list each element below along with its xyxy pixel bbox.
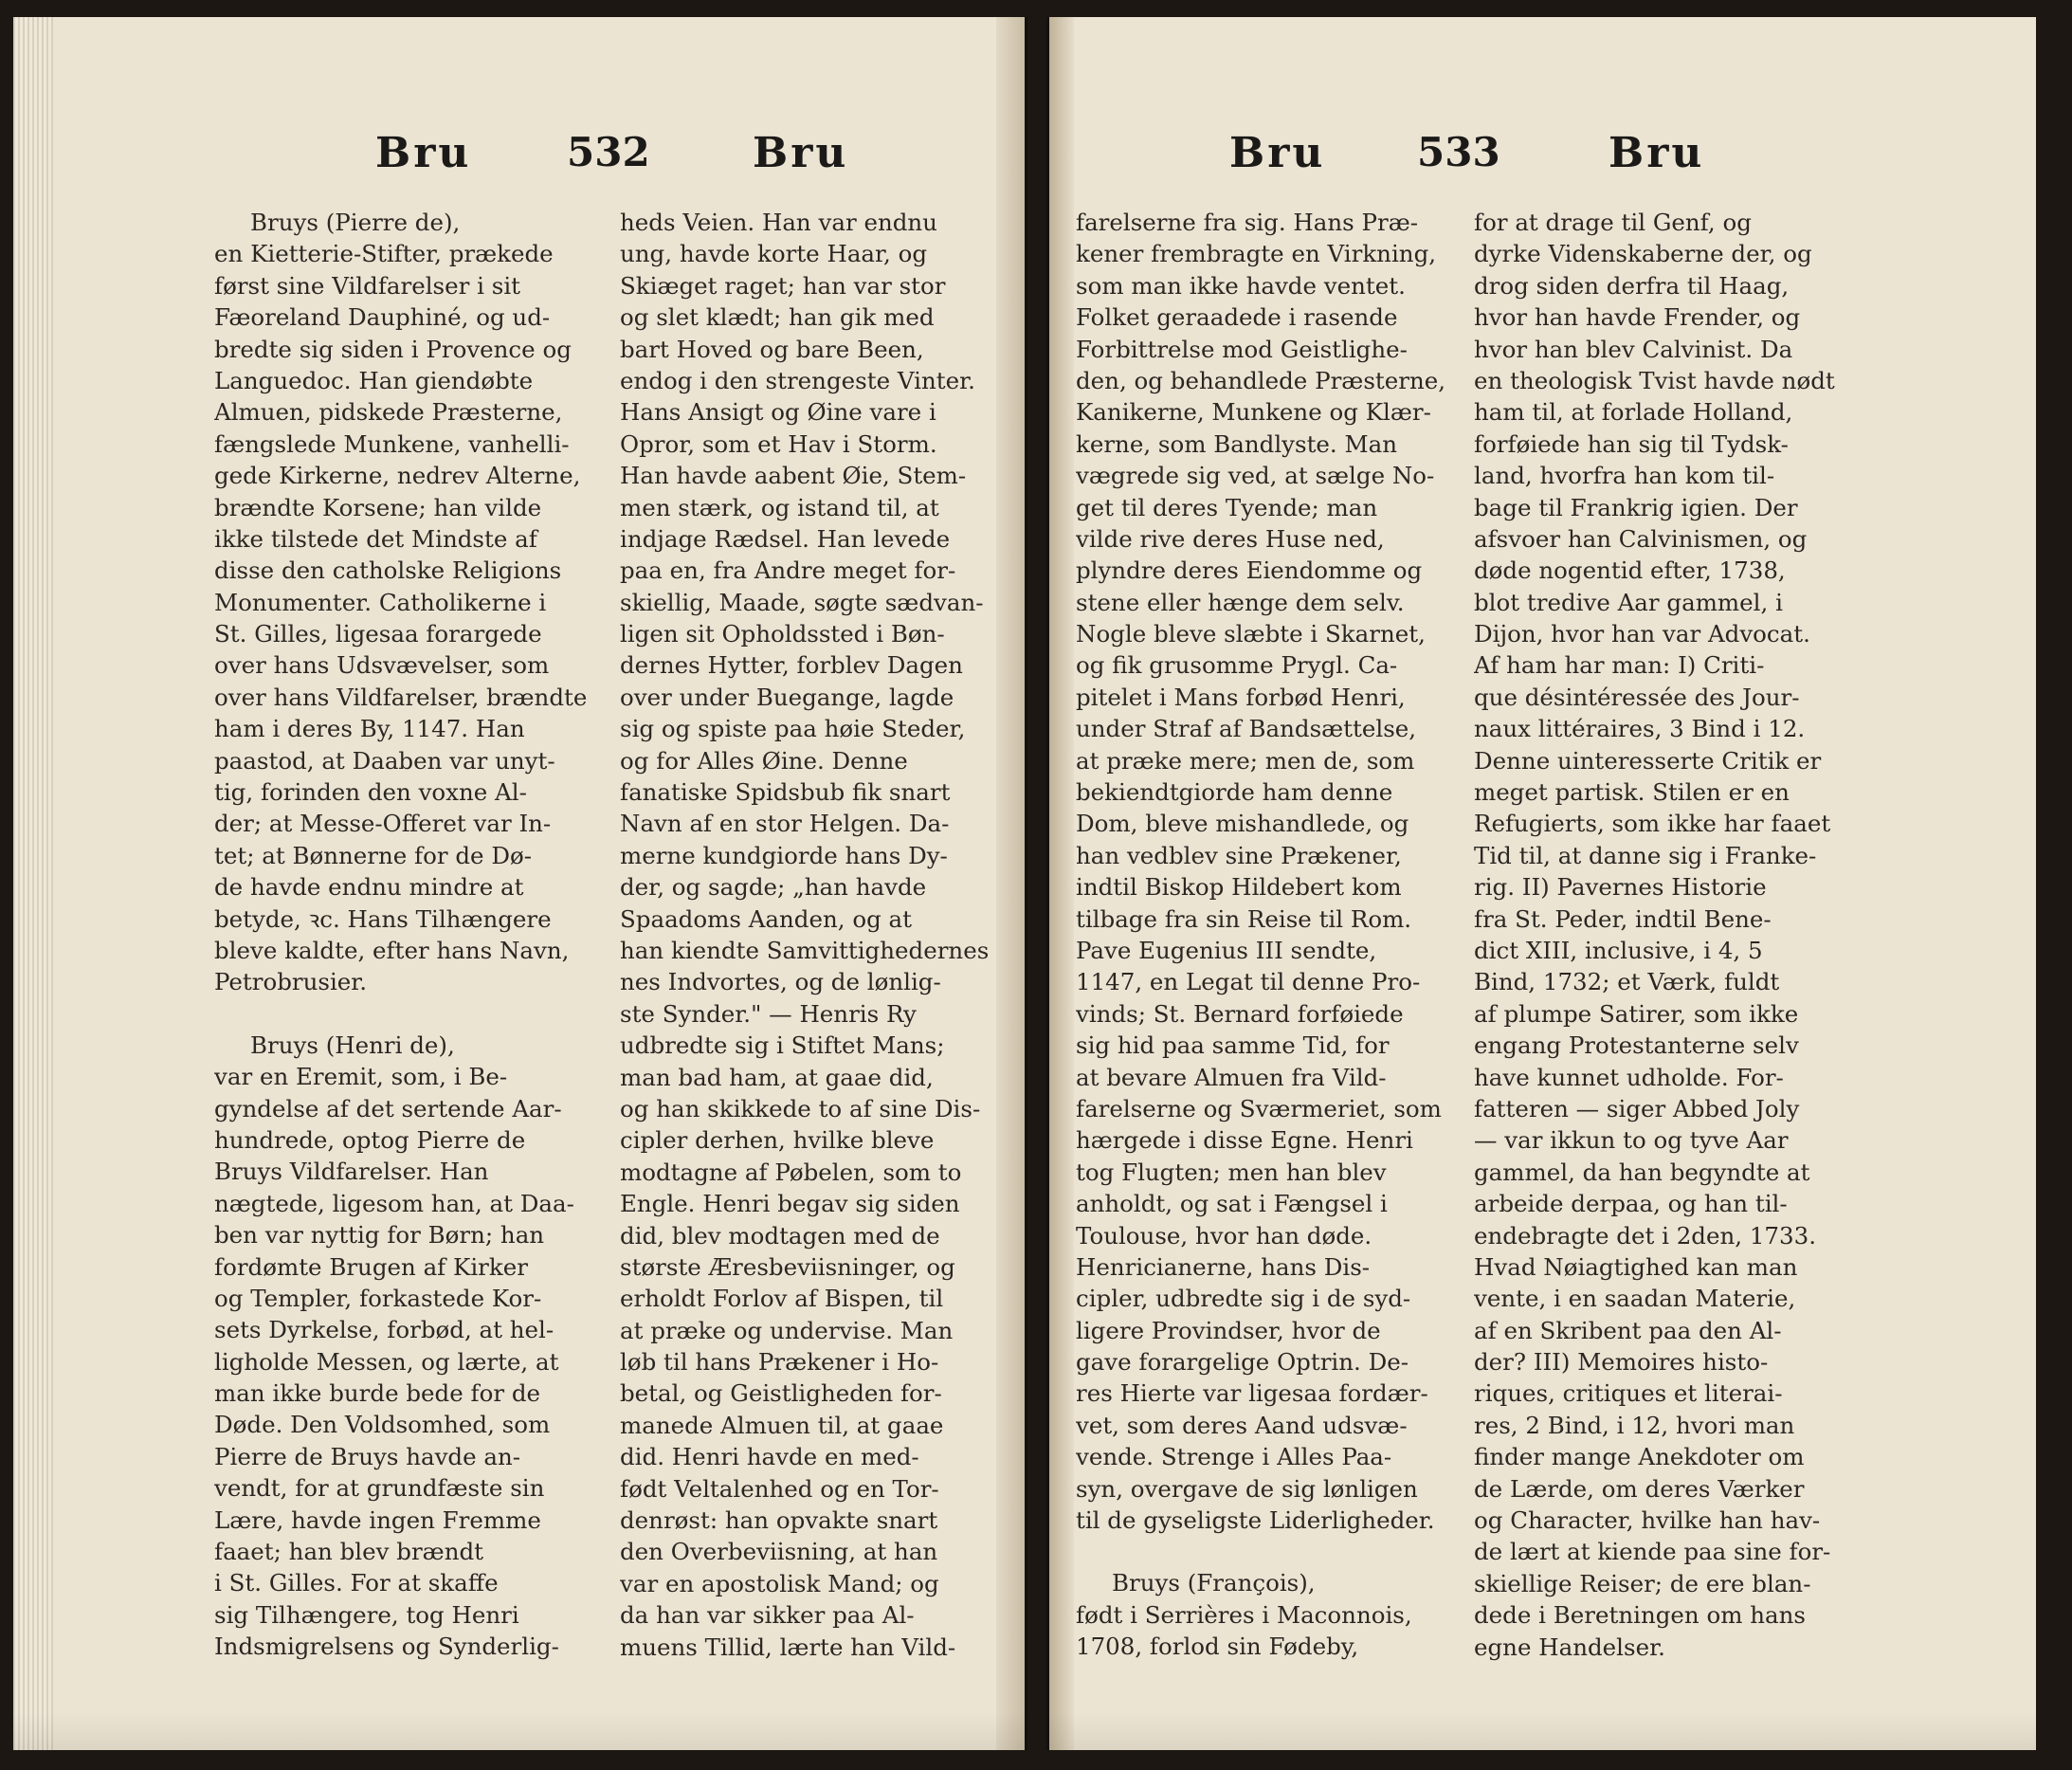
right-page bbox=[1046, 17, 2036, 1750]
text-line: Dijon, hvor han var Advocat. bbox=[1474, 620, 1810, 648]
text-line: over hans Udsvævelser, som bbox=[214, 651, 550, 680]
text-line: under Straf af Bandsættelse, bbox=[1076, 715, 1417, 743]
text-line: skiellig, Maade, søgte sædvan- bbox=[620, 588, 984, 616]
text-line: betal, og Geistligheden for- bbox=[620, 1379, 942, 1408]
text-line: endog i den strengeste Vinter. bbox=[620, 366, 975, 394]
text-line: Pave Eugenius III sendte, bbox=[1076, 936, 1377, 964]
text-line: — var ikkun to og tyve Aar bbox=[1474, 1126, 1789, 1155]
text-line: afsvoer han Calvinismen, og bbox=[1474, 524, 1808, 553]
text-line: St. Gilles, ligesaa forargede bbox=[214, 620, 542, 648]
text-line: did. Henri havde en med- bbox=[620, 1443, 919, 1471]
text-line: den Overbeviisning, at han bbox=[620, 1538, 938, 1566]
text-line: Engle. Henri begav sig siden bbox=[620, 1190, 960, 1218]
text-line: af en Skribent paa den Al- bbox=[1474, 1316, 1782, 1344]
text-line: største Æresbeviisninger, og bbox=[620, 1252, 955, 1281]
text-line: fordømte Brugen af Kirker bbox=[214, 1252, 528, 1281]
text-line: Tid til, at danne sig i Franke- bbox=[1474, 841, 1817, 869]
text-line: ham til, at forlade Holland, bbox=[1474, 398, 1793, 427]
text-line: rig. II) Pavernes Historie bbox=[1474, 873, 1767, 902]
gutter-shadow bbox=[996, 17, 1025, 1750]
text-line: betyde, ꝛc. Hans Tilhængere bbox=[214, 904, 552, 933]
text-line: heds Veien. Han var endnu bbox=[620, 209, 937, 236]
text-line: dernes Hytter, forblev Dagen bbox=[620, 651, 963, 680]
text-column-right bbox=[620, 207, 999, 1663]
text-line: man ikke burde bede for de bbox=[214, 1379, 541, 1408]
text-line: han kiendte Samvittighedernes bbox=[620, 936, 990, 964]
text-line: Folket geraadede i rasende bbox=[1076, 303, 1398, 332]
text-line: tilbage fra sin Reise til Rom. bbox=[1076, 904, 1412, 933]
text-line: gave forargelige Optrin. De- bbox=[1076, 1348, 1409, 1377]
text-line: Almuen, pidskede Præsterne, bbox=[214, 398, 563, 427]
text-line: ung, havde korte Haar, og bbox=[620, 240, 928, 268]
text-line: nes Indvortes, og de lønlig- bbox=[620, 968, 941, 996]
text-line: Bind, 1732; et Værk, fuldt bbox=[1474, 968, 1780, 996]
text-line: der? III) Memoires histo- bbox=[1474, 1348, 1769, 1377]
text-line: get til deres Tyende; man bbox=[1076, 493, 1378, 521]
text-line: egne Handelser. bbox=[1474, 1633, 1665, 1661]
text-line: ikke tilstede det Mindste af bbox=[214, 524, 537, 553]
text-line: vet, som deres Aand udsvæ- bbox=[1076, 1411, 1408, 1439]
page-bottom-shade bbox=[13, 1712, 1025, 1750]
text-line: Refugierts, som ikke har faaet bbox=[1474, 810, 1831, 838]
text-line: bredte sig siden i Provence og bbox=[214, 335, 572, 363]
text-line: de Lærde, om deres Værker bbox=[1474, 1474, 1805, 1503]
text-line: have kunnet udholde. For- bbox=[1474, 1063, 1784, 1091]
text-line: over under Buegange, lagde bbox=[620, 683, 954, 711]
text-line: Dom, bleve mishandlede, og bbox=[1076, 810, 1409, 838]
text-line: sig og spiste paa høie Steder, bbox=[620, 715, 966, 743]
text-line: var en apostolisk Mand; og bbox=[620, 1569, 939, 1597]
text-line: que désintéressée des Jour- bbox=[1474, 683, 1800, 711]
text-line: finder mange Anekdoter om bbox=[1474, 1443, 1805, 1471]
text-line: og han skikkede to af sine Dis- bbox=[620, 1094, 981, 1122]
text-line: Forbittrelse mod Geistlighe- bbox=[1076, 335, 1408, 363]
text-line: til de gyseligste Liderligheder. bbox=[1076, 1506, 1435, 1535]
text-line: den, og behandlede Præsterne, bbox=[1076, 366, 1446, 394]
text-line: nægtede, ligesom han, at Daa- bbox=[214, 1189, 574, 1217]
text-line: farelserne og Sværmeriet, som bbox=[1076, 1094, 1442, 1122]
text-line: der; at Messe-Offeret var In- bbox=[214, 810, 552, 838]
text-line: tig, forinden den voxne Al- bbox=[214, 778, 527, 807]
text-line: naux littéraires, 3 Bind i 12. bbox=[1474, 715, 1806, 743]
text-line: fængslede Munkene, vanhelli- bbox=[214, 429, 570, 458]
text-line: Languedoc. Han giendøbte bbox=[214, 366, 534, 394]
text-line: at præke mere; men de, som bbox=[1076, 746, 1415, 775]
text-line: gede Kirkerne, nedrev Alterne, bbox=[214, 462, 581, 490]
text-line: de lært at kiende paa sine for- bbox=[1474, 1538, 1831, 1566]
text-line: sig Tilhængere, tog Henri bbox=[214, 1600, 519, 1629]
text-line: farelserne fra sig. Hans Præ- bbox=[1076, 209, 1419, 236]
text-line: han vedblev sine Prækener, bbox=[1076, 841, 1402, 869]
text-line: hærgede i disse Egne. Henri bbox=[1076, 1126, 1413, 1155]
text-line: Navn af en stor Helgen. Da- bbox=[620, 810, 950, 838]
text-line: indtil Biskop Hildebert kom bbox=[1076, 873, 1402, 902]
text-line: kerne, som Bandlyste. Man bbox=[1076, 429, 1397, 458]
text-line: Bruys (Henri de), bbox=[250, 1031, 455, 1059]
text-line: res Hierte var ligesaa fordær- bbox=[1076, 1379, 1428, 1408]
text-line: merne kundgiorde hans Dy- bbox=[620, 841, 948, 869]
text-line: pitelet i Mans forbød Henri, bbox=[1076, 683, 1406, 711]
text-line: over hans Vildfarelser, brændte bbox=[214, 683, 588, 711]
text-line: ligere Provindser, hvor de bbox=[1076, 1316, 1381, 1344]
text-line: fra St. Peder, indtil Bene- bbox=[1474, 904, 1772, 933]
text-line: plyndre deres Eiendomme og bbox=[1076, 557, 1423, 585]
text-line: udbredte sig i Stiftet Mans; bbox=[620, 1031, 945, 1060]
text-line: syn, overgave de sig lønligen bbox=[1076, 1474, 1418, 1503]
text-line: dyrke Videnskaberne der, og bbox=[1474, 240, 1812, 268]
text-line: en Kietterie-Stifter, prækede bbox=[214, 240, 554, 268]
text-line: stene eller hænge dem selv. bbox=[1076, 588, 1405, 616]
text-line: hvor han havde Frender, og bbox=[1474, 303, 1801, 332]
running-header bbox=[1049, 129, 2036, 186]
text-line: muens Tillid, lærte han Vild- bbox=[620, 1633, 956, 1661]
text-line: dict XIII, inclusive, i 4, 5 bbox=[1474, 936, 1763, 964]
text-line: hvor han blev Calvinist. Da bbox=[1474, 335, 1793, 363]
text-line: meget partisk. Stilen er en bbox=[1474, 778, 1790, 807]
text-line: ligen sit Opholdssted i Bøn- bbox=[620, 620, 945, 648]
header-headword-right: Bru bbox=[1609, 129, 1705, 177]
text-line: Fæoreland Dauphiné, og ud- bbox=[214, 303, 551, 332]
text-line: at præke og undervise. Man bbox=[620, 1316, 954, 1344]
text-line: arbeide derpaa, og han til- bbox=[1474, 1190, 1788, 1218]
text-line: bekiendtgiorde ham denne bbox=[1076, 778, 1393, 807]
text-line: brændte Korsene; han vilde bbox=[214, 493, 542, 521]
text-line: engang Protestanterne selv bbox=[1474, 1031, 1799, 1060]
text-line: fatteren — siger Abbed Joly bbox=[1474, 1094, 1800, 1122]
paragraph-gap bbox=[214, 998, 605, 1030]
text-line: vende. Strenge i Alles Paa- bbox=[1076, 1443, 1392, 1471]
text-line: vente, i en saadan Materie, bbox=[1474, 1285, 1796, 1313]
text-line: ham i deres By, 1147. Han bbox=[214, 715, 525, 743]
text-line: ben var nyttig for Børn; han bbox=[214, 1221, 545, 1250]
text-line: og for Alles Øine. Denne bbox=[620, 746, 908, 775]
text-line: Nogle bleve slæbte i Skarnet, bbox=[1076, 620, 1426, 648]
text-line: født i Serrières i Maconnois, bbox=[1076, 1600, 1412, 1629]
text-line: Han havde aabent Øie, Stem- bbox=[620, 462, 967, 490]
text-line: ste Synder." — Henris Ry bbox=[620, 999, 917, 1028]
text-line: Skiæget raget; han var stor bbox=[620, 271, 946, 300]
text-line: som man ikke havde ventet. bbox=[1076, 271, 1406, 300]
text-column-left bbox=[1076, 207, 1463, 1663]
text-line: Pierre de Bruys havde an- bbox=[214, 1442, 521, 1470]
text-line: res, 2 Bind, i 12, hvori man bbox=[1474, 1411, 1795, 1439]
text-line: først sine Vildfarelser i sit bbox=[214, 271, 520, 300]
text-line: Toulouse, hvor han døde. bbox=[1076, 1221, 1372, 1250]
text-line: 1708, forlod sin Fødeby, bbox=[1076, 1633, 1359, 1661]
text-line: gyndelse af det sertende Aar- bbox=[214, 1094, 562, 1122]
text-line: Spaadoms Aanden, og at bbox=[620, 904, 912, 933]
text-line: Kanikerne, Munkene og Klær- bbox=[1076, 398, 1431, 427]
header-headword-left: Bru bbox=[375, 129, 472, 177]
text-line: endebragte det i 2den, 1733. bbox=[1474, 1221, 1816, 1250]
text-line: Indsmigrelsens og Synderlig- bbox=[214, 1633, 559, 1661]
text-line: sig hid paa samme Tid, for bbox=[1076, 1031, 1390, 1060]
text-line: hundrede, optog Pierre de bbox=[214, 1125, 526, 1154]
text-line: 1147, en Legat til denne Pro- bbox=[1076, 968, 1421, 996]
text-line: sets Dyrkelse, forbød, at hel- bbox=[214, 1316, 554, 1344]
text-line: forføiede han sig til Tydsk- bbox=[1474, 429, 1789, 458]
text-line: Døde. Den Voldsomhed, som bbox=[214, 1411, 551, 1439]
text-line: bleve kaldte, efter hans Navn, bbox=[214, 936, 570, 964]
text-line: Bruys (Pierre de), bbox=[250, 209, 461, 236]
text-line: og Templer, forkastede Kor- bbox=[214, 1284, 542, 1312]
text-line: og Character, hvilke han hav- bbox=[1474, 1506, 1821, 1535]
text-line: var en Eremit, som, i Be- bbox=[214, 1063, 508, 1091]
text-line: Bruys (François), bbox=[1112, 1569, 1316, 1597]
text-line: manede Almuen til, at gaae bbox=[620, 1411, 944, 1439]
text-line: vinds; St. Bernard forføiede bbox=[1076, 999, 1404, 1028]
text-line: løb til hans Prækener i Ho- bbox=[620, 1348, 939, 1377]
text-line: for at drage til Genf, og bbox=[1474, 209, 1752, 236]
text-line: blot tredive Aar gammel, i bbox=[1474, 588, 1783, 616]
text-line: drog siden derfra til Haag, bbox=[1474, 271, 1790, 300]
text-line: Petrobrusier. bbox=[214, 968, 368, 996]
text-line: land, hvorfra han kom til- bbox=[1474, 462, 1775, 490]
running-header bbox=[13, 129, 1025, 186]
text-line: og slet klædt; han gik med bbox=[620, 303, 935, 332]
text-line: paastod, at Daaben var unyt- bbox=[214, 746, 555, 775]
text-line: anholdt, og sat i Fængsel i bbox=[1076, 1190, 1388, 1218]
text-line: cipler, udbredte sig i de syd- bbox=[1076, 1285, 1411, 1313]
text-line: og fik grusomme Prygl. Ca- bbox=[1076, 651, 1398, 680]
text-line: modtagne af Pøbelen, som to bbox=[620, 1158, 962, 1186]
left-page bbox=[13, 17, 1027, 1750]
text-line: bart Hoved og bare Been, bbox=[620, 335, 924, 363]
text-line: kener frembragte en Virkning, bbox=[1076, 240, 1437, 268]
text-line: riques, critiques et literai- bbox=[1474, 1379, 1783, 1408]
text-line: denrøst: han opvakte snart bbox=[620, 1506, 938, 1535]
text-line: Opror, som et Hav i Storm. bbox=[620, 429, 937, 458]
text-line: i St. Gilles. For at skaffe bbox=[214, 1569, 499, 1597]
text-line: vendt, for at grundfæste sin bbox=[214, 1474, 545, 1503]
page-number: 532 bbox=[567, 129, 650, 175]
text-line: erholdt Forlov af Bispen, til bbox=[620, 1285, 944, 1313]
text-line: Monumenter. Catholikerne i bbox=[214, 588, 547, 616]
text-line: disse den catholske Religions bbox=[214, 557, 562, 585]
text-line: bage til Frankrig igien. Der bbox=[1474, 493, 1798, 521]
text-line: dede i Beretningen om hans bbox=[1474, 1601, 1806, 1630]
text-line: vægrede sig ved, at sælge No- bbox=[1076, 462, 1435, 490]
text-line: Af ham har man: I) Criti- bbox=[1474, 651, 1765, 680]
text-line: vilde rive deres Huse ned, bbox=[1076, 524, 1385, 553]
text-line: gammel, da han begyndte at bbox=[1474, 1158, 1810, 1186]
text-line: Hans Ansigt og Øine vare i bbox=[620, 398, 936, 427]
text-column-left bbox=[214, 207, 605, 1663]
text-line: Henricianerne, hans Dis- bbox=[1076, 1252, 1371, 1281]
text-line: Bruys Vildfarelser. Han bbox=[214, 1158, 489, 1186]
gutter-shadow bbox=[1049, 17, 1074, 1750]
page-edges bbox=[13, 17, 53, 1750]
text-line: døde nogentid efter, 1738, bbox=[1474, 557, 1786, 585]
text-line: indjage Rædsel. Han levede bbox=[620, 524, 951, 553]
text-line: da han var sikker paa Al- bbox=[620, 1601, 915, 1630]
text-line: men stærk, og istand til, at bbox=[620, 493, 939, 521]
text-line: ligholde Messen, og lærte, at bbox=[214, 1347, 559, 1376]
page-number: 533 bbox=[1417, 129, 1500, 175]
text-line: did, blev modtagen med de bbox=[620, 1221, 940, 1250]
text-line: cipler derhen, hvilke bleve bbox=[620, 1126, 935, 1155]
text-line: af plumpe Satirer, som ikke bbox=[1474, 999, 1799, 1028]
text-line: født Veltalenhed og en Tor- bbox=[620, 1474, 939, 1503]
header-headword-left: Bru bbox=[1229, 129, 1326, 177]
text-line: Hvad Nøiagtighed kan man bbox=[1474, 1252, 1798, 1281]
text-line: paa en, fra Andre meget for- bbox=[620, 557, 956, 585]
text-line: de havde endnu mindre at bbox=[214, 873, 524, 902]
text-line: man bad ham, at gaae did, bbox=[620, 1063, 934, 1091]
text-line: at bevare Almuen fra Vild- bbox=[1076, 1063, 1387, 1091]
text-line: en theologisk Tvist havde nødt bbox=[1474, 366, 1835, 394]
text-line: skiellige Reiser; de ere blan- bbox=[1474, 1569, 1811, 1597]
text-line: Lære, havde ingen Fremme bbox=[214, 1505, 541, 1534]
text-column-right bbox=[1474, 207, 1861, 1663]
text-line: Denne uinteresserte Critik er bbox=[1474, 746, 1822, 775]
text-line: fanatiske Spidsbub fik snart bbox=[620, 778, 951, 807]
text-line: der, og sagde; „han havde bbox=[620, 873, 927, 902]
text-line: tog Flugten; men han blev bbox=[1076, 1158, 1387, 1186]
paragraph-gap bbox=[1076, 1536, 1463, 1567]
text-line: tet; at Bønnerne for de Dø- bbox=[214, 841, 533, 869]
page-bottom-shade bbox=[1049, 1712, 2036, 1750]
header-headword-right: Bru bbox=[753, 129, 849, 177]
text-line: faaet; han blev brændt bbox=[214, 1538, 483, 1566]
